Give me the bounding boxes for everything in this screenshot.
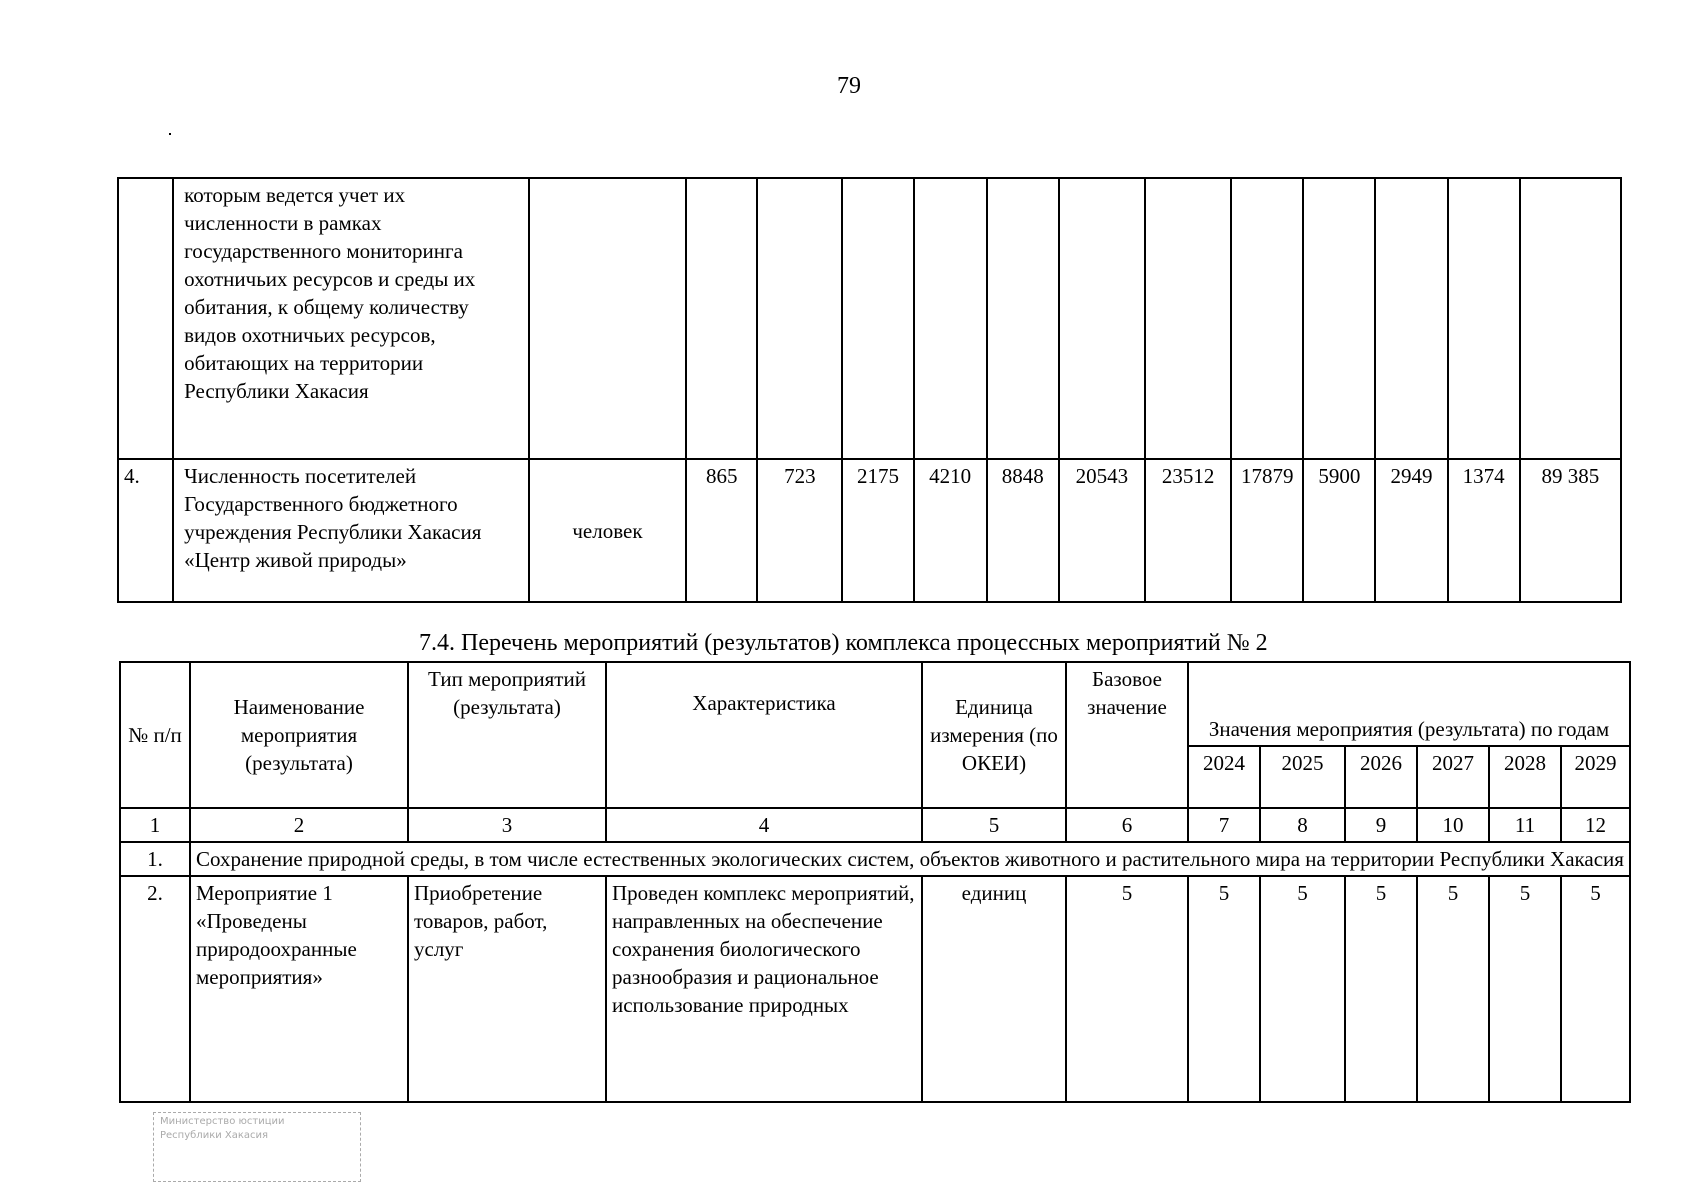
- column-number: 4: [606, 808, 922, 842]
- year-value: 5: [1345, 876, 1417, 1102]
- page-number: 79: [837, 73, 861, 99]
- year-value: 5: [1489, 876, 1561, 1102]
- table-row: [118, 178, 1621, 459]
- value-cell: 2949: [1375, 459, 1447, 602]
- year-value: 5: [1188, 876, 1260, 1102]
- registration-stamp: [153, 1112, 361, 1182]
- year-value: 5: [1561, 876, 1630, 1102]
- activity-type: Приобретение товаров, работ, услуг: [408, 876, 606, 1102]
- cell-empty: [529, 178, 686, 459]
- header-name: Наименование мероприятия (результата): [190, 662, 408, 808]
- header-year: 2024: [1188, 746, 1260, 808]
- activity-unit: единиц: [922, 876, 1066, 1102]
- value-cell: 1374: [1448, 459, 1520, 602]
- column-numbers-row: [120, 808, 1630, 842]
- column-number: 6: [1066, 808, 1188, 842]
- table-row: [120, 876, 1630, 1102]
- stamp-line: Республики Хакасия: [160, 1130, 269, 1141]
- value-cell: 5900: [1303, 459, 1375, 602]
- column-number: 9: [1345, 808, 1417, 842]
- column-number: 10: [1417, 808, 1489, 842]
- column-number: 5: [922, 808, 1066, 842]
- header-year: 2029: [1561, 746, 1630, 808]
- value-cell: 2175: [842, 459, 913, 602]
- header-row: [120, 662, 1630, 746]
- column-number: 8: [1260, 808, 1345, 842]
- indicator-name-continued: которым ведется учет их численности в рамках государственного мониторинга охотничьих ресурсов и среды их обитания, к общему количеству видов охотничьих ресурсов, обитающих на территории Республики Хакасия: [173, 178, 529, 459]
- scan-dot: [169, 133, 171, 135]
- total-value-cell: 89 385: [1520, 459, 1621, 602]
- section-title: 7.4. Перечень мероприятий (результатов) комплекса процессных мероприятий № 2: [419, 630, 1268, 656]
- header-characteristic: Характеристика: [606, 662, 922, 808]
- indicator-unit: человек: [529, 459, 686, 602]
- header-unit: Единица измерения (по ОКЕИ): [922, 662, 1066, 808]
- year-value: 5: [1260, 876, 1345, 1102]
- row-number: 1.: [120, 842, 190, 876]
- activities-table: [119, 661, 1631, 1103]
- header-year: 2028: [1489, 746, 1561, 808]
- cell-empty: [118, 178, 173, 459]
- activity-characteristic: Проведен комплекс мероприятий, направленных на обеспечение сохранения биологического разнообразия и рациональное использование природных: [606, 876, 922, 1102]
- section-row: [120, 842, 1630, 876]
- value-cell: 20543: [1059, 459, 1145, 602]
- header-values-by-year: Значения мероприятия (результата) по годам: [1188, 662, 1630, 746]
- base-value: 5: [1066, 876, 1188, 1102]
- activity-name: Мероприятие 1 «Проведены природоохранные мероприятия»: [190, 876, 408, 1102]
- column-number: 7: [1188, 808, 1260, 842]
- section-heading: Сохранение природной среды, в том числе естественных экологических систем, объектов животного и растительного мира на территории Республики Хакасия: [190, 842, 1630, 876]
- column-number: 1: [120, 808, 190, 842]
- header-year: 2027: [1417, 746, 1489, 808]
- indicators-table-continued: [117, 177, 1622, 603]
- column-number: 11: [1489, 808, 1561, 842]
- value-cell: 23512: [1145, 459, 1231, 602]
- value-cell: 723: [757, 459, 842, 602]
- year-value: 5: [1417, 876, 1489, 1102]
- row-number: 2.: [120, 876, 190, 1102]
- header-year: 2026: [1345, 746, 1417, 808]
- value-cell: 865: [686, 459, 757, 602]
- indicator-name: Численность посетителей Государственного бюджетного учреждения Республики Хакасия «Центр живой природы»: [173, 459, 529, 602]
- header-base: Базовое значение: [1066, 662, 1188, 808]
- value-cell: 8848: [987, 459, 1059, 602]
- header-year: 2025: [1260, 746, 1345, 808]
- row-number: 4.: [118, 459, 173, 602]
- column-number: 2: [190, 808, 408, 842]
- header-type: Тип мероприятий (результата): [408, 662, 606, 808]
- header-num: № п/п: [120, 662, 190, 808]
- column-number: 3: [408, 808, 606, 842]
- value-cell: 4210: [914, 459, 987, 602]
- column-number: 12: [1561, 808, 1630, 842]
- stamp-line: Министерство юстиции: [160, 1116, 285, 1127]
- value-cell: 17879: [1231, 459, 1303, 602]
- table-row: [118, 459, 1621, 602]
